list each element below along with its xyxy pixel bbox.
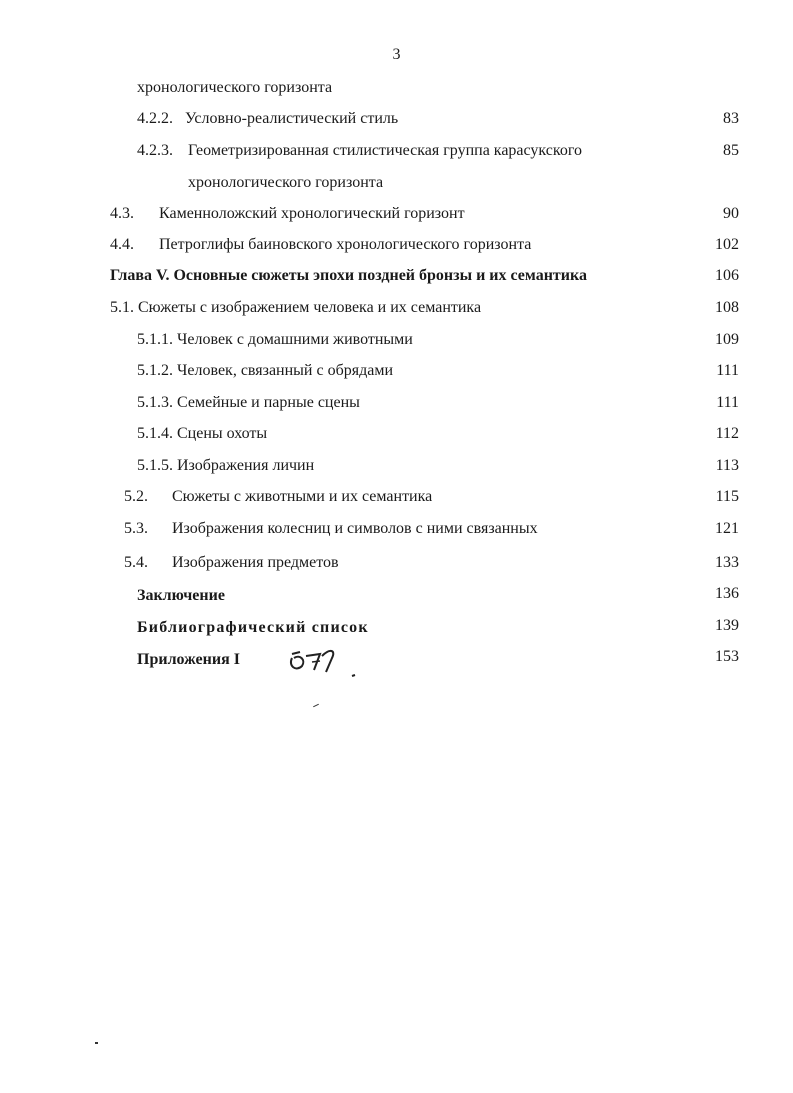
toc-entry-title: 5.1.2. Человек, связанный с обрядами <box>137 362 394 379</box>
toc-entry-number: 4.2.2. <box>137 110 173 127</box>
toc-entry-page: 153 <box>715 648 739 665</box>
toc-entry-title: 5.1.5. Изображения личин <box>137 457 315 474</box>
toc-entry-title: 5.1.4. Сцены охоты <box>137 425 268 442</box>
toc-entry-title: 5.1.1. Человек с домашними животными <box>137 331 413 348</box>
toc-entry-page: 111 <box>716 394 739 411</box>
toc-entry-page: 102 <box>715 236 739 253</box>
toc-entry-title: Заключение <box>137 587 225 604</box>
toc-entry-page: 106 <box>715 267 739 284</box>
handwritten-mark <box>286 642 366 682</box>
toc-entry-number: 5.2. <box>124 488 148 505</box>
scan-speck <box>313 704 319 707</box>
toc-entry-page: 112 <box>715 425 739 442</box>
toc-entry-title: Петроглифы баиновского хронологического горизонта <box>159 236 532 253</box>
toc-entry-title: Геометризированная стилистическая группа карасукского <box>188 142 583 159</box>
page-number: 3 <box>392 46 401 63</box>
toc-entry-number: 5.3. <box>124 520 148 537</box>
toc-entry-title: хронологического горизонта <box>188 174 384 191</box>
toc-entry-page: 85 <box>723 142 739 159</box>
toc-entry-page: 90 <box>723 205 739 222</box>
toc-entry-title: Каменноложский хронологический горизонт <box>159 205 465 222</box>
toc-entry-title: 5.1.3. Семейные и парные сцены <box>137 394 360 411</box>
toc-entry-title: Библиографический список <box>137 619 369 636</box>
toc-entry-number: 4.2.3. <box>137 142 173 159</box>
toc-entry-number: 5.4. <box>124 554 148 571</box>
toc-entry-title: Глава V. Основные сюжеты эпохи поздней бронзы и их семантика <box>110 267 587 284</box>
toc-entry-title: Сюжеты с животными и их семантика <box>172 488 433 505</box>
toc-entry-page: 83 <box>723 110 739 127</box>
toc-entry-title: Изображения предметов <box>172 554 339 571</box>
toc-entry-page: 133 <box>715 554 739 571</box>
toc-entry-page: 108 <box>715 299 739 316</box>
toc-entry-title: Условно-реалистический стиль <box>185 110 399 127</box>
toc-entry-page: 109 <box>715 331 739 348</box>
toc-entry-title: 5.1. Сюжеты с изображением человека и их семантика <box>110 299 482 316</box>
toc-entry-number: 4.3. <box>110 205 134 222</box>
toc-entry-page: 115 <box>715 488 739 505</box>
toc-entry-page: 121 <box>715 520 739 537</box>
toc-entry-title: хронологического горизонта <box>137 79 333 96</box>
toc-entry-page: 139 <box>715 617 739 634</box>
toc-entry-title: Приложения I <box>137 651 240 668</box>
toc-entry-number: 4.4. <box>110 236 134 253</box>
toc-entry-title: Изображения колесниц и символов с ними связанных <box>172 520 538 537</box>
scan-speck <box>95 1042 98 1044</box>
toc-entry-page: 136 <box>715 585 739 602</box>
toc-entry-page: 113 <box>715 457 739 474</box>
toc-entry-page: 111 <box>716 362 739 379</box>
